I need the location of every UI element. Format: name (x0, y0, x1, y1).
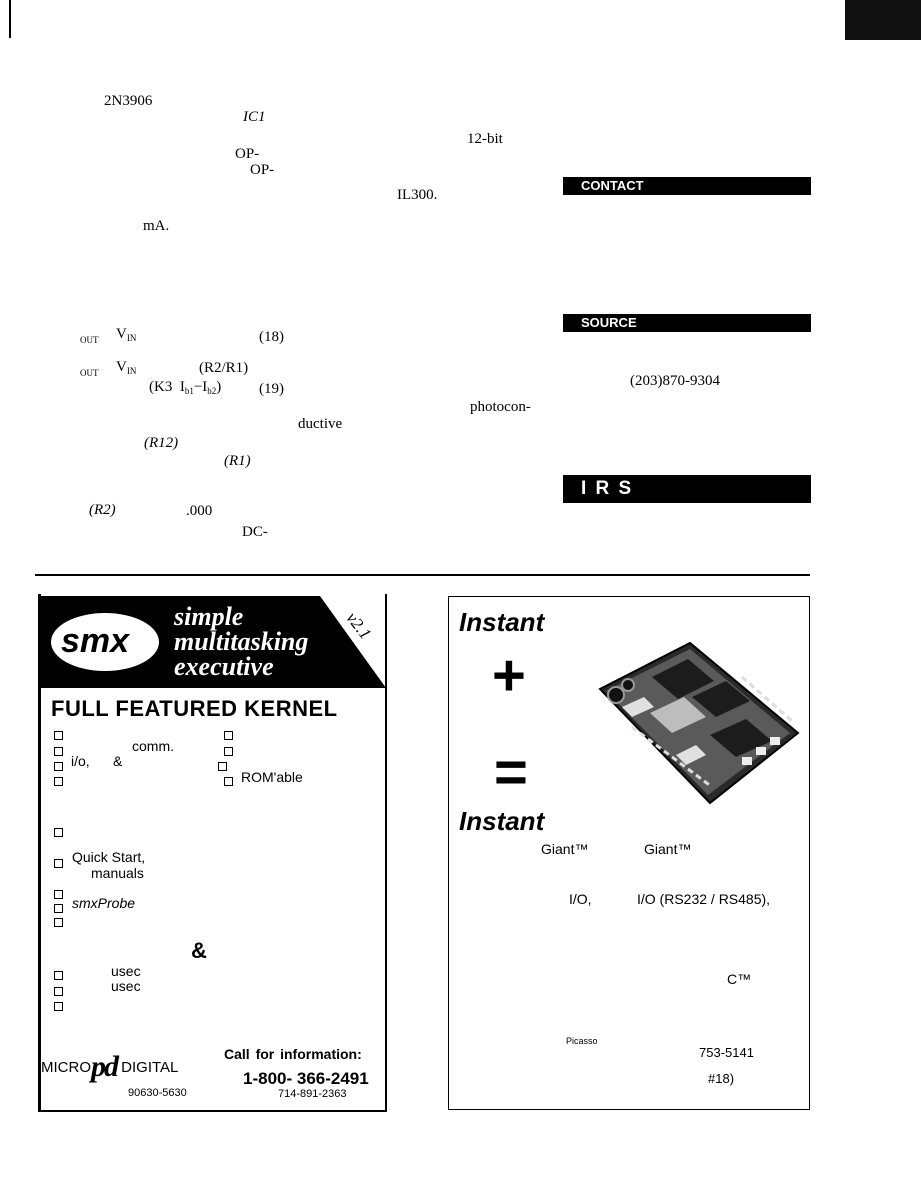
article-text-r2: (R2) (89, 502, 116, 518)
company-zip: 90630-5630 (128, 1087, 187, 1099)
circuit-board-image (592, 637, 804, 809)
plus-icon: + (492, 643, 526, 708)
article-text-2n3906: 2N3906 (104, 93, 153, 109)
contact-heading: CONTACT (563, 177, 811, 195)
checkbox-icon (54, 914, 63, 932)
smx-feature-quickstart: Quick Start, (72, 849, 146, 865)
io-label-1: I/O, (569, 891, 592, 907)
checkbox-icon (54, 855, 63, 873)
source-phone: (203)870-9304 (630, 373, 720, 389)
article-text-ductive: ductive (298, 416, 343, 432)
checkbox-icon (54, 998, 63, 1016)
smx-version: v2.1 (342, 608, 376, 643)
smx-perf-usec-2: usec (111, 978, 141, 994)
article-text-il300: IL300. (397, 187, 438, 203)
picasso-label: Picasso (566, 1036, 598, 1046)
page-corner-tab (845, 0, 921, 40)
article-text-r12: (R12) (144, 435, 179, 451)
call-for-information: Call for information: (224, 1046, 362, 1062)
reader-service-ref: #18) (708, 1071, 735, 1086)
eq19-number: (19) (259, 381, 284, 397)
article-text-op1: OP- (235, 146, 260, 162)
article-text-r1: (R1) (224, 453, 251, 469)
eq19-out: OUT (80, 368, 99, 378)
smx-perf-usec-1: usec (111, 963, 141, 979)
instant-title-top: Instant (459, 607, 545, 637)
smx-feature-romable: ROM'able (241, 769, 303, 785)
smx-feature-manuals: manuals (91, 865, 144, 881)
giant-tm-1: Giant™ (541, 841, 589, 857)
article-text-photocon: photocon- (470, 399, 531, 415)
c-tm: C™ (727, 971, 752, 987)
eq18-number: (18) (259, 329, 284, 345)
eq18-v: $V_{IN}$ (116, 326, 137, 343)
toll-free-phone: 1-800- 366-2491 (243, 1069, 369, 1088)
local-phone: 714-891-2363 (278, 1088, 347, 1100)
smx-feature-comm: comm. (132, 738, 174, 754)
smx-feature-smxprobe: smxProbe (72, 895, 136, 911)
section-divider (35, 574, 810, 576)
article-text-dc: DC- (242, 524, 268, 540)
instant-phone: 753-5141 (699, 1045, 754, 1060)
eq19-ratio: (R2/R1) (199, 360, 249, 376)
article-text-ma: mA. (143, 218, 170, 234)
smx-headline: FULL FEATURED KERNEL (51, 696, 338, 721)
source-heading: SOURCE (563, 314, 811, 332)
left-margin-rule (9, 0, 11, 38)
equals-icon: = (494, 740, 528, 805)
article-text-op2: OP- (250, 162, 275, 178)
smx-feature-io: i/o, & (71, 753, 123, 769)
eq19-bias-term: (K3 $I_{b1}-I_{b2}$) (149, 379, 222, 396)
company-logo: MICROpd DIGITAL (41, 1050, 179, 1083)
article-text-12bit: 12-bit (467, 131, 503, 147)
instant-ad (448, 596, 810, 1110)
checkbox-icon (224, 773, 233, 791)
instant-title-bottom: Instant (459, 806, 545, 836)
article-text-ic1: IC1 (243, 109, 266, 125)
irs-heading: I R S (563, 475, 811, 503)
checkbox-icon (54, 773, 63, 791)
checkbox-icon (54, 824, 63, 842)
giant-tm-2: Giant™ (644, 841, 692, 857)
io-label-2: I/O (RS232 / RS485), (637, 891, 771, 907)
eq18-out: OUT (80, 335, 99, 345)
eq19-v: $V_{IN}$ (116, 359, 137, 376)
smx-tagline: simple multitasking executive (174, 602, 309, 681)
smx-ad (38, 594, 387, 1112)
smx-ampersand: & (191, 938, 207, 963)
smx-version-corner (320, 596, 386, 688)
smx-logo-text: smx (61, 622, 130, 660)
article-text-zeros: .000 (186, 503, 213, 519)
